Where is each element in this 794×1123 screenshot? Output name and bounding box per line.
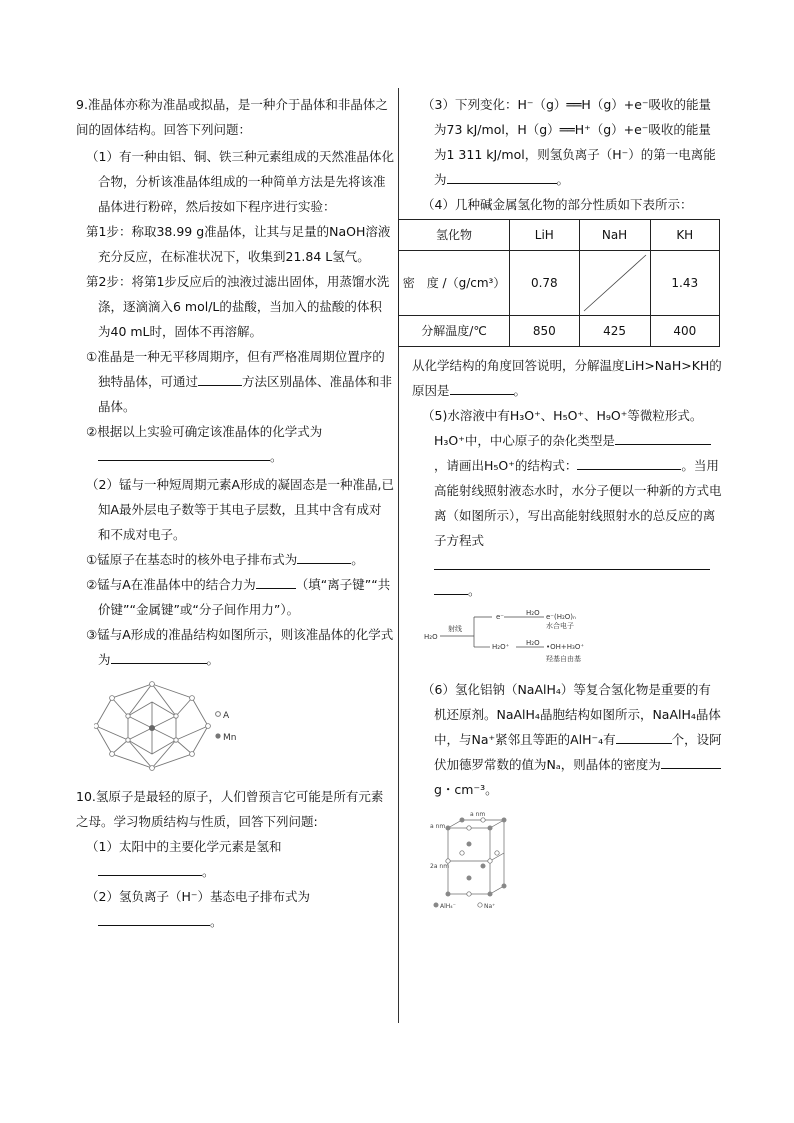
q10-part4-reason-end: 。 — [513, 383, 527, 398]
q9-part2: （2）锰与一种短周期元素A形成的凝固态是一种准晶,已知A最外层电子数等于其电子层数，且其中含有成对和不成对电子。 — [86, 477, 394, 542]
table-header: KH — [650, 220, 719, 251]
left-column — [76, 92, 394, 934]
q9-sub2 — [76, 419, 394, 469]
fig-products: •OH+H₃O⁺ — [546, 643, 585, 651]
q10-part4: （4）几种碱金属氢化物的部分性质如下表所示： — [422, 197, 693, 212]
water-ionization-figure — [422, 609, 602, 671]
fig-hydrated-label: 水合电子 — [546, 622, 574, 630]
answer-blank[interactable] — [256, 574, 296, 589]
q9-sub1 — [76, 344, 394, 419]
q10-part1 — [76, 834, 394, 884]
hydride-table — [398, 219, 720, 347]
q10-part1-end: 。 — [202, 864, 215, 879]
cell-a-side-label: a nm — [430, 823, 446, 830]
q9-part2-sub2-text-a: ②锰与A在准晶体中的结合力为 — [86, 577, 256, 592]
fig-hydrated: e⁻(H₂O)ₙ — [546, 613, 576, 621]
cell-a-label: a nm — [470, 811, 486, 818]
legend-a-label: A — [223, 711, 230, 721]
fig-h2o-top: H₂O — [526, 609, 540, 617]
q9-step1: 第1步：称取38.99 g准晶体，让其与足量的NaOH溶液充分反应，在标准状况下，收集到21.84 L氢气。 — [86, 224, 391, 264]
q9-part2-sub1-end: 。 — [351, 552, 364, 567]
answer-blank[interactable] — [111, 649, 207, 664]
q10-part5-text-c: 。当用高能射线照射液态水时，水分子便以一种新的方式电离（如图所示），写出高能射线照射水的总反应的离子方程式 — [434, 458, 722, 548]
q10-part4-reason — [412, 353, 722, 403]
q9-sub2-end: 。 — [270, 449, 283, 464]
q10-part5-text-a: （5)水溶液中有H₃O⁺、H₅O⁺、H₉O⁺等微粒形式。H₃O⁺中，中心原子的杂化类型是 — [422, 408, 703, 448]
answer-blank[interactable] — [98, 911, 210, 926]
q9-step2: 第2步：将第1步反应后的浊液过滤出固体，用蒸馏水洗涤，逐滴滴入6 mol/L的盐酸，当加入的盐酸的体积为40 mL时，固体不再溶解。 — [86, 274, 390, 339]
q10-part6-text-a: （6）氢化铝钠（NaAlH₄）等复合氢化物是重要的有机还原剂。NaAlH₄晶胞结构如图所示，NaAlH₄晶体中，与Na⁺紧邻且等距的AlH⁻₄有 — [422, 682, 721, 747]
table-header: LiH — [510, 220, 579, 251]
q9-sub2-text: ②根据以上实验可确定该准晶体的化学式为 — [86, 424, 323, 439]
q9-title: 9.准晶体亦称为准晶或拟晶，是一种介于晶体和非晶体之间的固体结构。回答下列问题： — [76, 97, 388, 137]
cell-legend-al: AlH₄⁻ — [440, 903, 456, 910]
q10-part2-text: （2）氢负离子（H⁻）基态电子排布式为 — [86, 889, 310, 904]
table-row — [399, 251, 720, 316]
answer-blank[interactable] — [616, 729, 672, 744]
table-header: NaH — [579, 220, 650, 251]
q10-part3-end: 。 — [556, 172, 570, 187]
q10-part2-end: 。 — [210, 914, 223, 929]
legend-mn-label: Mn — [223, 733, 237, 743]
answer-blank[interactable] — [198, 371, 242, 386]
quasicrystal-figure — [94, 678, 254, 774]
q10-part3 — [412, 92, 722, 192]
answer-blank[interactable] — [434, 555, 710, 570]
q9-part2-sub3-end: 。 — [206, 652, 220, 667]
answer-blank[interactable] — [434, 580, 468, 595]
answer-blank[interactable] — [98, 861, 202, 876]
q10-part6-text-b: 个，设阿伏加德罗常数的值为Nₐ，则晶体的密度为 — [434, 732, 722, 772]
table-header-row — [399, 220, 720, 251]
table-cell: 密 度 /（g/cm³） — [399, 251, 510, 316]
right-column — [402, 92, 722, 918]
crystal-cell-figure — [426, 808, 536, 912]
table-cell: 分解温度/℃ — [399, 316, 510, 347]
answer-blank[interactable] — [450, 380, 514, 395]
q10-part5-text-b: ，请画出H₅O⁺的结构式： — [434, 458, 578, 473]
table-cell: 400 — [650, 316, 719, 347]
cell-legend-na: Na⁺ — [484, 903, 496, 910]
table-row — [399, 316, 720, 347]
fig-h2o: H₂O — [424, 633, 438, 641]
answer-blank[interactable] — [297, 549, 351, 564]
q10-part3-text: （3）下列变化：H⁻（g）══H（g）+e⁻吸收的能量为73 kJ/mol，H（g）══H⁺（g）+e⁻吸收的能量为1 311 kJ/mol，则氢负离子（H⁻）的第一电离能为 — [422, 97, 716, 187]
table-cell-empty — [579, 251, 650, 316]
q10-part2 — [76, 884, 394, 934]
answer-blank[interactable] — [577, 455, 681, 470]
fig-h2o-mid: H₂O — [526, 639, 540, 647]
answer-blank[interactable] — [98, 446, 270, 461]
table-cell: 1.43 — [650, 251, 719, 316]
q9-part2-sub3 — [76, 622, 394, 672]
q10-part6-end: g・cm⁻³。 — [434, 782, 498, 797]
q9-part2-sub3-text: ③锰与A形成的准晶结构如图所示，则该准晶体的化学式为 — [86, 627, 394, 667]
fig-h2o-plus: H₂O⁺ — [492, 643, 510, 651]
table-header: 氢化物 — [399, 220, 510, 251]
q9-part2-sub1 — [76, 547, 394, 572]
answer-blank[interactable] — [661, 754, 721, 769]
fig-ray: 射线 — [448, 625, 462, 633]
q9-part2-sub2 — [76, 572, 394, 622]
q9-part1: （1）有一种由铝、铜、铁三种元素组成的天然准晶体化合物，分析该准晶体组成的一种简单方法是先将该准晶体进行粉碎，然后按如下程序进行实验： — [86, 149, 394, 214]
table-cell: 0.78 — [510, 251, 579, 316]
q10-part1-text: （1）太阳中的主要化学元素是氢和 — [86, 839, 282, 854]
q9-sub1-text-a: ①准晶是一种无平移周期序，但有严格准周期位置序的独特晶体，可通过 — [86, 349, 385, 389]
q10-part5 — [412, 403, 722, 603]
answer-blank[interactable] — [447, 169, 557, 184]
q9-part2-sub2-text-b: （填“离子键”“共价键”“金属键”或“分子间作用力”）。 — [98, 577, 391, 617]
q9-sub1-text-b: 方法区别晶体、准晶体和非晶体。 — [98, 374, 393, 414]
table-cell: 425 — [579, 316, 650, 347]
fig-e: e⁻ — [496, 613, 505, 621]
answer-blank[interactable] — [615, 430, 711, 445]
q10-part4-reason-text: 从化学结构的角度回答说明，分解温度LiH>NaH>KH的原因是 — [412, 358, 722, 398]
table-cell: 850 — [510, 316, 579, 347]
q10-part6 — [412, 677, 722, 802]
q10-title: 10.氢原子是最轻的原子，人们曾预言它可能是所有元素之母。学习物质结构与性质，回答下列问题: — [76, 789, 384, 829]
cell-2a-label: 2a nm — [430, 863, 450, 870]
q10-part5-end: 。 — [468, 583, 481, 598]
fig-radical: 羟基自由基 — [546, 655, 581, 663]
q9-part2-sub1-text: ①锰原子在基态时的核外电子排布式为 — [86, 552, 298, 567]
